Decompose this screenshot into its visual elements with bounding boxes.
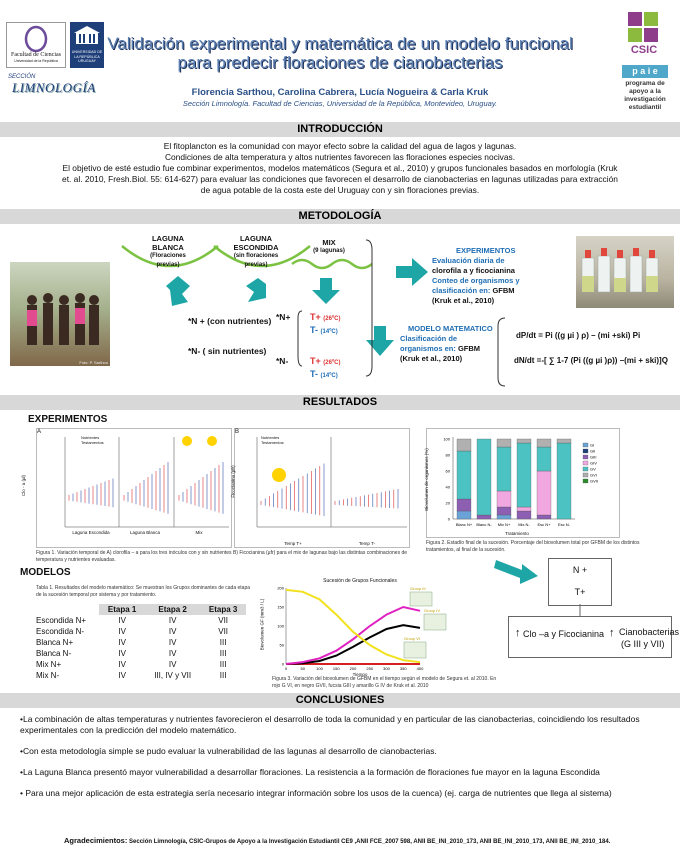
csic-logo xyxy=(626,10,662,60)
bottles-icon xyxy=(576,236,674,308)
fig2-y-tick: 0 xyxy=(447,516,450,522)
exp-line1: Evaluación diaria de xyxy=(432,256,505,265)
mix-title: MIX xyxy=(322,238,336,247)
up-arrow-2-icon: ↑ xyxy=(609,627,615,639)
equation-1: dP/dt = Pi ((g µi ) ρ) – (mi +ski) Pi xyxy=(516,331,641,340)
model-line3: (Kruk et al., 2010) xyxy=(400,354,463,363)
table-cell: Mix N- xyxy=(36,671,60,680)
udelar-building-icon xyxy=(70,24,104,48)
fig2-legend-swatch xyxy=(583,455,588,459)
table-cell: IV xyxy=(168,627,177,636)
fig3-chart xyxy=(260,578,450,678)
intro-line3: El objetivo de esté estudio fue combinar experimentos, modelos matemáticos (Segura et al., 2010) y grupos funcionales basados en morfología (Kruk xyxy=(62,163,618,173)
table-cell: Mix N+ xyxy=(36,660,62,669)
title-line2: para predecir floraciones de cianobacterias xyxy=(177,53,503,72)
limnologia-text: LIMNOLOGÍA xyxy=(12,80,96,95)
fig1b-chart xyxy=(235,429,411,549)
conclusions-text xyxy=(20,714,660,809)
equation-2: dN/dt =-[ ∑ 1-7 (Pi ((g µi )ρ)) –(mi + ski)]Q xyxy=(514,356,668,365)
exp-line2: clorofila a y ficocianina xyxy=(432,266,515,275)
fig1b-legend-nutrientes: Nutrientes xyxy=(261,435,280,440)
fig2-legend-swatch xyxy=(583,461,588,465)
table1-caption: Tabla 1. Resultados del modelo matemático: Se muestran los Grupos dominantes de cada etapa de la sucesión temporal por sistema y por tratamiento. xyxy=(36,585,251,598)
t-minus-1: T- xyxy=(310,325,318,335)
summary-n-plus: N + xyxy=(572,565,588,575)
fig2-ylabel: Biovolumen de organismos (%) xyxy=(423,448,429,511)
fig2-xlabel: Tratamiento xyxy=(505,531,529,536)
intro-heading: INTRODUCCIÓN xyxy=(0,122,680,137)
table-cell: IV xyxy=(168,638,177,647)
table-cell: VII xyxy=(218,616,229,625)
models-heading: MODELOS xyxy=(20,567,71,578)
model-box xyxy=(400,324,510,364)
model-arrow-icon xyxy=(366,326,394,356)
table-header-row xyxy=(36,604,246,615)
fig3-y-tick: 150 xyxy=(277,604,284,610)
fig2-tick-label: Esc N+ xyxy=(537,522,551,527)
group-vi-thumbnail-icon xyxy=(404,642,426,658)
laguna-escondida-title: LAGUNA ESCONDIDA xyxy=(233,234,279,252)
group-iv-thumbnail-icon xyxy=(424,614,446,630)
ack-label: Agradecimientos: xyxy=(64,836,128,845)
conclusion-2: •Con esta metodología simple se pudo evaluar la vulnerabilidad de las lagunas al desarrollo de cianobacterias. xyxy=(20,746,437,756)
intro-line2: Condiciones de alta temperatura y altos nutrientes favorecen las floraciones especies nocivas. xyxy=(164,152,516,162)
people-icon xyxy=(10,262,110,366)
fig2-legend-label: GIV xyxy=(590,460,597,466)
table-cell: III xyxy=(219,660,227,669)
fig2-y-tick: 20 xyxy=(445,500,450,506)
table-cell: III xyxy=(219,649,227,658)
fig2-tick-label: Esc N- xyxy=(558,522,570,527)
fig2-bar-segment xyxy=(537,447,551,471)
fig2-bar-segment xyxy=(477,515,491,519)
paie-logo: p a i e xyxy=(622,65,668,78)
table-cell: III xyxy=(219,671,227,680)
fig1a-x-mix: Mix xyxy=(195,530,203,535)
table-cell: IV xyxy=(168,649,177,658)
fig3-y-tick: 50 xyxy=(279,642,284,648)
udelar-logo xyxy=(70,22,104,68)
fig2-legend-swatch xyxy=(583,449,588,453)
n-plus-label: *N + (con nutrientes) xyxy=(188,316,272,326)
up-arrow-1-icon: ↑ xyxy=(515,627,521,639)
facultad-logo-subtext: Universidad de la República xyxy=(14,59,58,63)
fig1a-legend xyxy=(81,435,104,445)
mix-wave-icon xyxy=(292,260,372,268)
methodology-heading: METODOLOGÍA xyxy=(0,209,680,224)
escondida-arrow-icon xyxy=(246,278,266,302)
fig2-caption: Figura 2. Estadío final de la sucesión. Porcentaje del biovolumen total por GFBM de los distintos tratamientos, al final de la sucesión. xyxy=(426,540,640,553)
authors: Florencia Sarthou, Carolina Cabrera, Lucía Nogueira & Carla Kruk xyxy=(191,87,489,98)
n-minus-label: *N- ( sin nutrientes) xyxy=(188,346,267,356)
table-cell: Escondida N+ xyxy=(36,616,87,625)
fig3-x-tick: 200 xyxy=(349,666,357,671)
fig2-bar-segment xyxy=(517,443,531,507)
fig2-tick-label: Mix N- xyxy=(518,522,530,527)
exp-line4b: GFBM xyxy=(492,286,515,295)
seccion-text: SECCIÓN xyxy=(8,74,36,80)
fig1b-x-tminus: Temp T- xyxy=(358,541,376,546)
t-minus-2: T- xyxy=(310,369,318,379)
table-cell: Blanca N+ xyxy=(36,638,74,647)
fig3-x-tick: 350 xyxy=(399,666,407,671)
fig2-y-tick: 100 xyxy=(443,436,450,442)
mix-n-plus-label: *N+ xyxy=(276,312,291,322)
fig1a-x-escondida: Laguna Escondida xyxy=(72,530,110,535)
table-cell: IV xyxy=(118,660,126,669)
fig1b-phycocyanin-plot xyxy=(230,428,410,548)
fig2-legend-swatch xyxy=(583,473,588,477)
smiley-face-2-icon xyxy=(207,436,217,446)
ack-text: Sección Limnología, CSIC-Grupos de Apoyo a la Investigación Estudiantil CE9 ,ANII FCE_2007 598, ANII BE_INI_2010_173, ANII BE_INI_2010_173, ANII BE_INI_2010_184. xyxy=(129,839,611,845)
t-plus-val-1: (26ºC) xyxy=(323,316,341,322)
fig3-x-tick: 400 xyxy=(416,666,424,671)
photo-caption: Foto: P. Sarthou xyxy=(79,360,108,365)
fig1a-x-blanca: Laguna Blanca xyxy=(129,530,161,535)
table-header-etapa3: Etapa 3 xyxy=(200,604,246,615)
fig3-x-tick: 50 xyxy=(300,666,305,671)
fig2-bar-segment xyxy=(537,471,551,515)
group-photo xyxy=(10,262,110,366)
t-plus-2: T+ xyxy=(310,356,321,366)
exp-line4: clasificación en: xyxy=(432,286,491,295)
fig2-bar-segment xyxy=(497,447,511,491)
csic-text: CSIC xyxy=(630,44,658,56)
summary-arrow-icon xyxy=(488,556,548,586)
smiley-face-3-icon xyxy=(272,468,286,482)
exp-line5: (Kruk et al., 2010) xyxy=(432,296,495,305)
table-cell: IV xyxy=(168,660,177,669)
table-header-etapa1: Etapa 1 xyxy=(99,604,145,615)
fig3-succession-plot xyxy=(260,578,450,678)
fig2-y-tick: 40 xyxy=(445,484,450,490)
intro-text xyxy=(4,141,676,196)
model-line1: Clasificación de xyxy=(400,334,458,343)
panel-b-label: B xyxy=(235,429,240,435)
laguna-blanca-sub: (Floraciones previas) xyxy=(150,253,186,268)
fig2-bar-segment xyxy=(477,439,491,515)
fig1b-legend xyxy=(261,435,284,445)
fig2-bar-segment xyxy=(497,439,511,447)
fig1b-legend-testamentos: Testamentos xyxy=(261,440,284,445)
model-title: MODELO MATEMATICO xyxy=(408,324,493,333)
fig2-chart xyxy=(427,429,621,539)
mix-label xyxy=(304,238,354,256)
fig1-caption: Figura 1. Variación temporal de A) clorofila – a para los tres inóculos con y sin nutrientes B) Ficocianina (µfr) para el mix de lagunas bajo las distintas combinaciones de temperatura y nutrientes evaluadas. xyxy=(36,550,408,563)
fig1a-legend-nutrientes: Nutrientes xyxy=(81,435,100,440)
mix-sub: (9 lagunas) xyxy=(313,248,345,254)
fig1a-chlorophyll-plot xyxy=(21,428,232,548)
fig2-bar-segment xyxy=(497,491,511,507)
csic-squares-icon xyxy=(626,10,662,44)
mix-bracket-icon xyxy=(366,240,372,376)
fig2-legend-label: GVII xyxy=(590,478,599,484)
seccion-limnologia-logo xyxy=(8,74,108,96)
table-cell: IV xyxy=(168,616,177,625)
table-cell: IV xyxy=(118,616,126,625)
acknowledgements xyxy=(64,836,674,845)
fig2-legend-swatch xyxy=(583,443,588,447)
fig3-y-tick: 100 xyxy=(277,623,284,629)
laguna-escondida-sub: (sin floraciones previas) xyxy=(233,253,279,268)
fig1a-legend-testamentos: Testamentos xyxy=(81,440,104,445)
fig2-legend-label: GVI xyxy=(590,472,597,478)
conclusions-heading: CONCLUSIONES xyxy=(0,693,680,708)
fig3-x-tick: 250 xyxy=(366,666,374,671)
summary-results-box xyxy=(508,616,680,658)
table-cell: Escondida N- xyxy=(36,627,85,636)
summary-left: Clo –a y Ficocianina xyxy=(523,629,605,639)
summary-t-plus: T+ xyxy=(574,587,586,597)
laguna-blanca-title: LAGUNA BLANCA xyxy=(151,234,185,252)
table-cell: IV xyxy=(118,649,126,658)
temp-group-nminus xyxy=(310,356,340,382)
fig2-legend-label: GII xyxy=(590,448,596,454)
poster-title xyxy=(100,34,580,72)
fig1b-ylabel: Ficocianina (µfr) xyxy=(230,465,236,498)
table-cell: IV xyxy=(118,671,126,680)
conclusion-1: •La combinación de altas temperaturas y nutrientes favorecieron el desarrollo de toda la comunidad y en particular de las cianobacterias, coincidiendo los resultados experimentales con la predicción del modelo matemático. xyxy=(20,714,640,735)
blanca-arrow-icon xyxy=(166,276,190,306)
mix-n-minus-label: *N- xyxy=(276,356,289,366)
fig2-bar-segment xyxy=(457,451,471,499)
fig3-x-tick: 300 xyxy=(383,666,390,671)
fig2-biovolume-plot xyxy=(423,428,620,538)
summary-right: Cianobacterias xyxy=(619,627,680,637)
results-heading: RESULTADOS xyxy=(0,395,680,410)
fig2-bar-segment xyxy=(537,515,551,519)
fig3-y-tick: 0 xyxy=(281,661,284,667)
fig2-bar-segment xyxy=(457,511,471,519)
model-line2: organismos en: xyxy=(400,344,456,353)
fig2-bar-segment xyxy=(537,439,551,447)
table-row xyxy=(36,659,246,670)
affiliation: Sección Limnología. Facultad de Ciencias, Universidad de la República, Montevideo, Uruguay. xyxy=(182,99,498,108)
facultad-crest-icon xyxy=(7,25,65,55)
table-cell: VII xyxy=(218,627,229,636)
table-header-etapa2: Etapa 2 xyxy=(145,604,200,615)
table-row xyxy=(36,615,246,626)
experiments-box xyxy=(432,246,572,306)
nutrient-bracket-icon xyxy=(298,311,302,366)
conclusion-3: •La Laguna Blanca presentó mayor vulnerabilidad a desarrollar floraciones. La resistencia a la formación de floraciones fue mayor en la laguna Escondida xyxy=(20,767,600,777)
laguna-escondida-label xyxy=(222,234,290,270)
fig2-bar-segment xyxy=(497,507,511,515)
fig2-bar-segment xyxy=(457,499,471,511)
fig2-tick-label: Blanc N+ xyxy=(455,522,473,527)
fig2-tick-label: Blanc N- xyxy=(476,522,492,527)
fig2-tick-label: Mix N+ xyxy=(497,522,511,527)
fig2-legend-label: GIII xyxy=(590,454,597,460)
table-cell: III xyxy=(219,638,227,647)
paie-text: programa de apoyo a la investigación estudiantil xyxy=(624,80,666,111)
temp-group-nplus xyxy=(310,312,340,338)
table-row xyxy=(36,626,246,637)
t-plus-val-2: (26ºC) xyxy=(323,360,341,366)
udelar-logo-text: UNIVERSIDAD DE LA REPÚBLICA URUGUAY xyxy=(71,50,103,63)
fig2-legend-label: GV xyxy=(590,466,596,472)
fig2-bar-segment xyxy=(557,443,571,519)
models-table xyxy=(36,604,246,681)
fig2-y-tick: 60 xyxy=(445,468,450,474)
results-experiments-heading: EXPERIMENTOS xyxy=(28,414,108,425)
panel-a-label: A xyxy=(37,429,42,435)
fig3-group-vi: Group VI xyxy=(404,636,421,641)
fig3-group-iii: Group III xyxy=(410,586,426,591)
facultad-logo-text: Facultad de Ciencias xyxy=(11,52,61,58)
fig2-legend-swatch xyxy=(583,467,588,471)
summary-conditions-box xyxy=(548,558,612,606)
t-minus-val-2: (14ºC) xyxy=(320,373,338,379)
table-cell: IV xyxy=(118,627,126,636)
fig3-y-tick: 200 xyxy=(277,585,284,591)
fig2-bar-segment xyxy=(557,439,571,443)
fig3-ylabel: Biovolumen GF (mm3 / L) xyxy=(259,598,265,651)
table-row xyxy=(36,670,246,681)
fig3-x-tick: 0 xyxy=(284,666,288,671)
fig1b-x-tplus: Temp T+ xyxy=(284,541,302,546)
fig3-caption: Figura 3. Variación del biovolumen de GFBM en el tiempo según el modelo de Segura et. al 2010. En rojo G VI, en negro GVII, fucsia GIII y amarillo G IV de Kruk et al. 2010 xyxy=(272,676,497,689)
fig3-x-tick: 150 xyxy=(332,666,340,671)
mix-arrow-icon xyxy=(312,278,340,304)
table-row xyxy=(36,637,246,648)
fig2-bar-segment xyxy=(517,511,531,519)
fig2-bar-segment xyxy=(517,439,531,443)
fig2-bar-segment xyxy=(457,439,471,451)
title-line1: Validación experimental y matemática de un modelo funcional xyxy=(107,34,573,53)
bottles-photo xyxy=(576,236,674,308)
table-cell: III, IV y VII xyxy=(154,671,192,680)
t-plus-1: T+ xyxy=(310,312,321,322)
fig2-bar-segment xyxy=(497,515,511,519)
fig3-xlabel: Tiempo xyxy=(352,672,368,677)
fig2-y-tick: 80 xyxy=(445,452,450,458)
intro-line4: et. al. 2010, Fresh.Biol. 55: 614-627) para evaluar las condiciones que favorecen el desarrollo de cianobacterias en lagunas utilizadas para extracción xyxy=(62,174,618,184)
fig3-group-iv: Group IV xyxy=(424,608,441,613)
fig3-series-line xyxy=(286,607,420,664)
exp-arrow-icon xyxy=(396,258,428,286)
table-header-empty xyxy=(36,604,99,615)
table-cell: IV xyxy=(118,638,126,647)
group-iii-thumbnail-icon xyxy=(410,592,432,606)
facultad-logo xyxy=(6,22,66,68)
t-minus-val-1: (14ºC) xyxy=(320,329,338,335)
summary-right-sub: (G III y VII) xyxy=(621,639,665,649)
exp-line3: Conteo de organismos y xyxy=(432,276,520,285)
fig2-legend-swatch xyxy=(583,479,588,483)
fig1a-ylabel: Clo - a (µl) xyxy=(21,474,27,497)
conclusion-4: • Para una mejor aplicación de esta estrategia sería necesario integrar información sobre los usos de la cuenca) (ej. carga de nutrientes que llega al sistema) xyxy=(20,788,612,798)
fig3-x-tick: 100 xyxy=(316,666,323,671)
fig2-legend-label: GI xyxy=(590,442,595,448)
intro-line1: El fitoplancton es la comunidad con mayor efecto sobre la calidad del agua de lagos y lagunas. xyxy=(163,141,517,151)
table-row xyxy=(36,648,246,659)
model-line2b: GFBM xyxy=(457,344,481,353)
exp-title: EXPERIMENTOS xyxy=(456,246,516,255)
intro-line5: de agua potable de la costa este del Uruguay con y sin floraciones previas. xyxy=(200,185,480,195)
table-cell: Blanca N- xyxy=(36,649,72,658)
fig3-title: Sucesión de Grupos Funcionales xyxy=(323,578,397,584)
fig2-bar-segment xyxy=(517,507,531,511)
smiley-face-1-icon xyxy=(182,436,192,446)
laguna-blanca-label xyxy=(140,234,196,270)
